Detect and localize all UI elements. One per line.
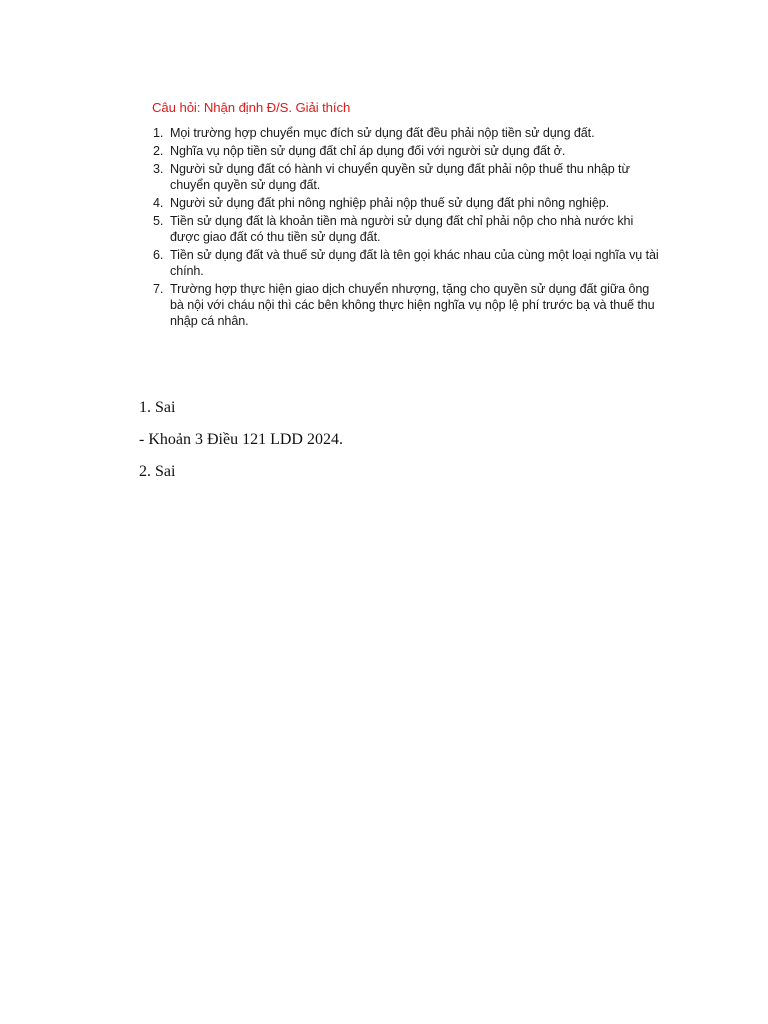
answer-line: - Khoản 3 Điều 121 LDD 2024. [139, 431, 343, 448]
question-number: 3. [153, 162, 164, 176]
answer-section [139, 398, 639, 494]
answer-line: 2. Sai [139, 463, 176, 480]
question-number: 2. [153, 144, 164, 158]
question-item-2 [150, 143, 660, 159]
question-list [150, 125, 660, 329]
question-number: 5. [153, 214, 164, 228]
question-text: Tiền sử dụng đất và thuế sử dụng đất là tên gọi khác nhau của cùng một loại nghĩa vụ tài chính. [170, 248, 659, 278]
answer-line: 1. Sai [139, 399, 176, 416]
question-number: 4. [153, 196, 164, 210]
question-image [150, 100, 660, 331]
question-number: 7. [153, 282, 164, 296]
question-text: Người sử dụng đất có hành vi chuyển quyền sử dụng đất phải nộp thuế thu nhập từ chuyển quyền sử dụng đất. [170, 162, 630, 192]
question-number: 1. [153, 126, 164, 140]
question-number: 6. [153, 248, 164, 262]
question-title: Câu hỏi: Nhận định Đ/S. Giải thích [152, 100, 351, 115]
question-item-1 [150, 125, 660, 141]
question-text: Người sử dụng đất phi nông nghiệp phải nộp thuế sử dụng đất phi nông nghiệp. [170, 196, 610, 210]
question-text: Mọi trường hợp chuyển mục đích sử dụng đất đều phải nộp tiền sử dụng đất. [170, 126, 595, 140]
question-item-5 [150, 213, 660, 245]
question-item-7 [150, 281, 660, 329]
question-text: Tiền sử dụng đất là khoản tiền mà người sử dụng đất chỉ phải nộp cho nhà nước khi được giao đất có thu tiền sử dụng đất. [170, 214, 634, 244]
question-text: Nghĩa vụ nộp tiền sử dụng đất chỉ áp dụng đối với người sử dụng đất ở. [170, 144, 566, 158]
question-item-6 [150, 247, 660, 279]
question-item-4 [150, 195, 660, 211]
question-text: Trường hợp thực hiện giao dịch chuyển nhượng, tặng cho quyền sử dụng đất giữa ông bà nội với cháu nội thì các bên không thực hiện nghĩa vụ nộp lệ phí trước bạ và thuế thu nhập cá nhân. [170, 282, 655, 328]
question-item-3 [150, 161, 660, 193]
